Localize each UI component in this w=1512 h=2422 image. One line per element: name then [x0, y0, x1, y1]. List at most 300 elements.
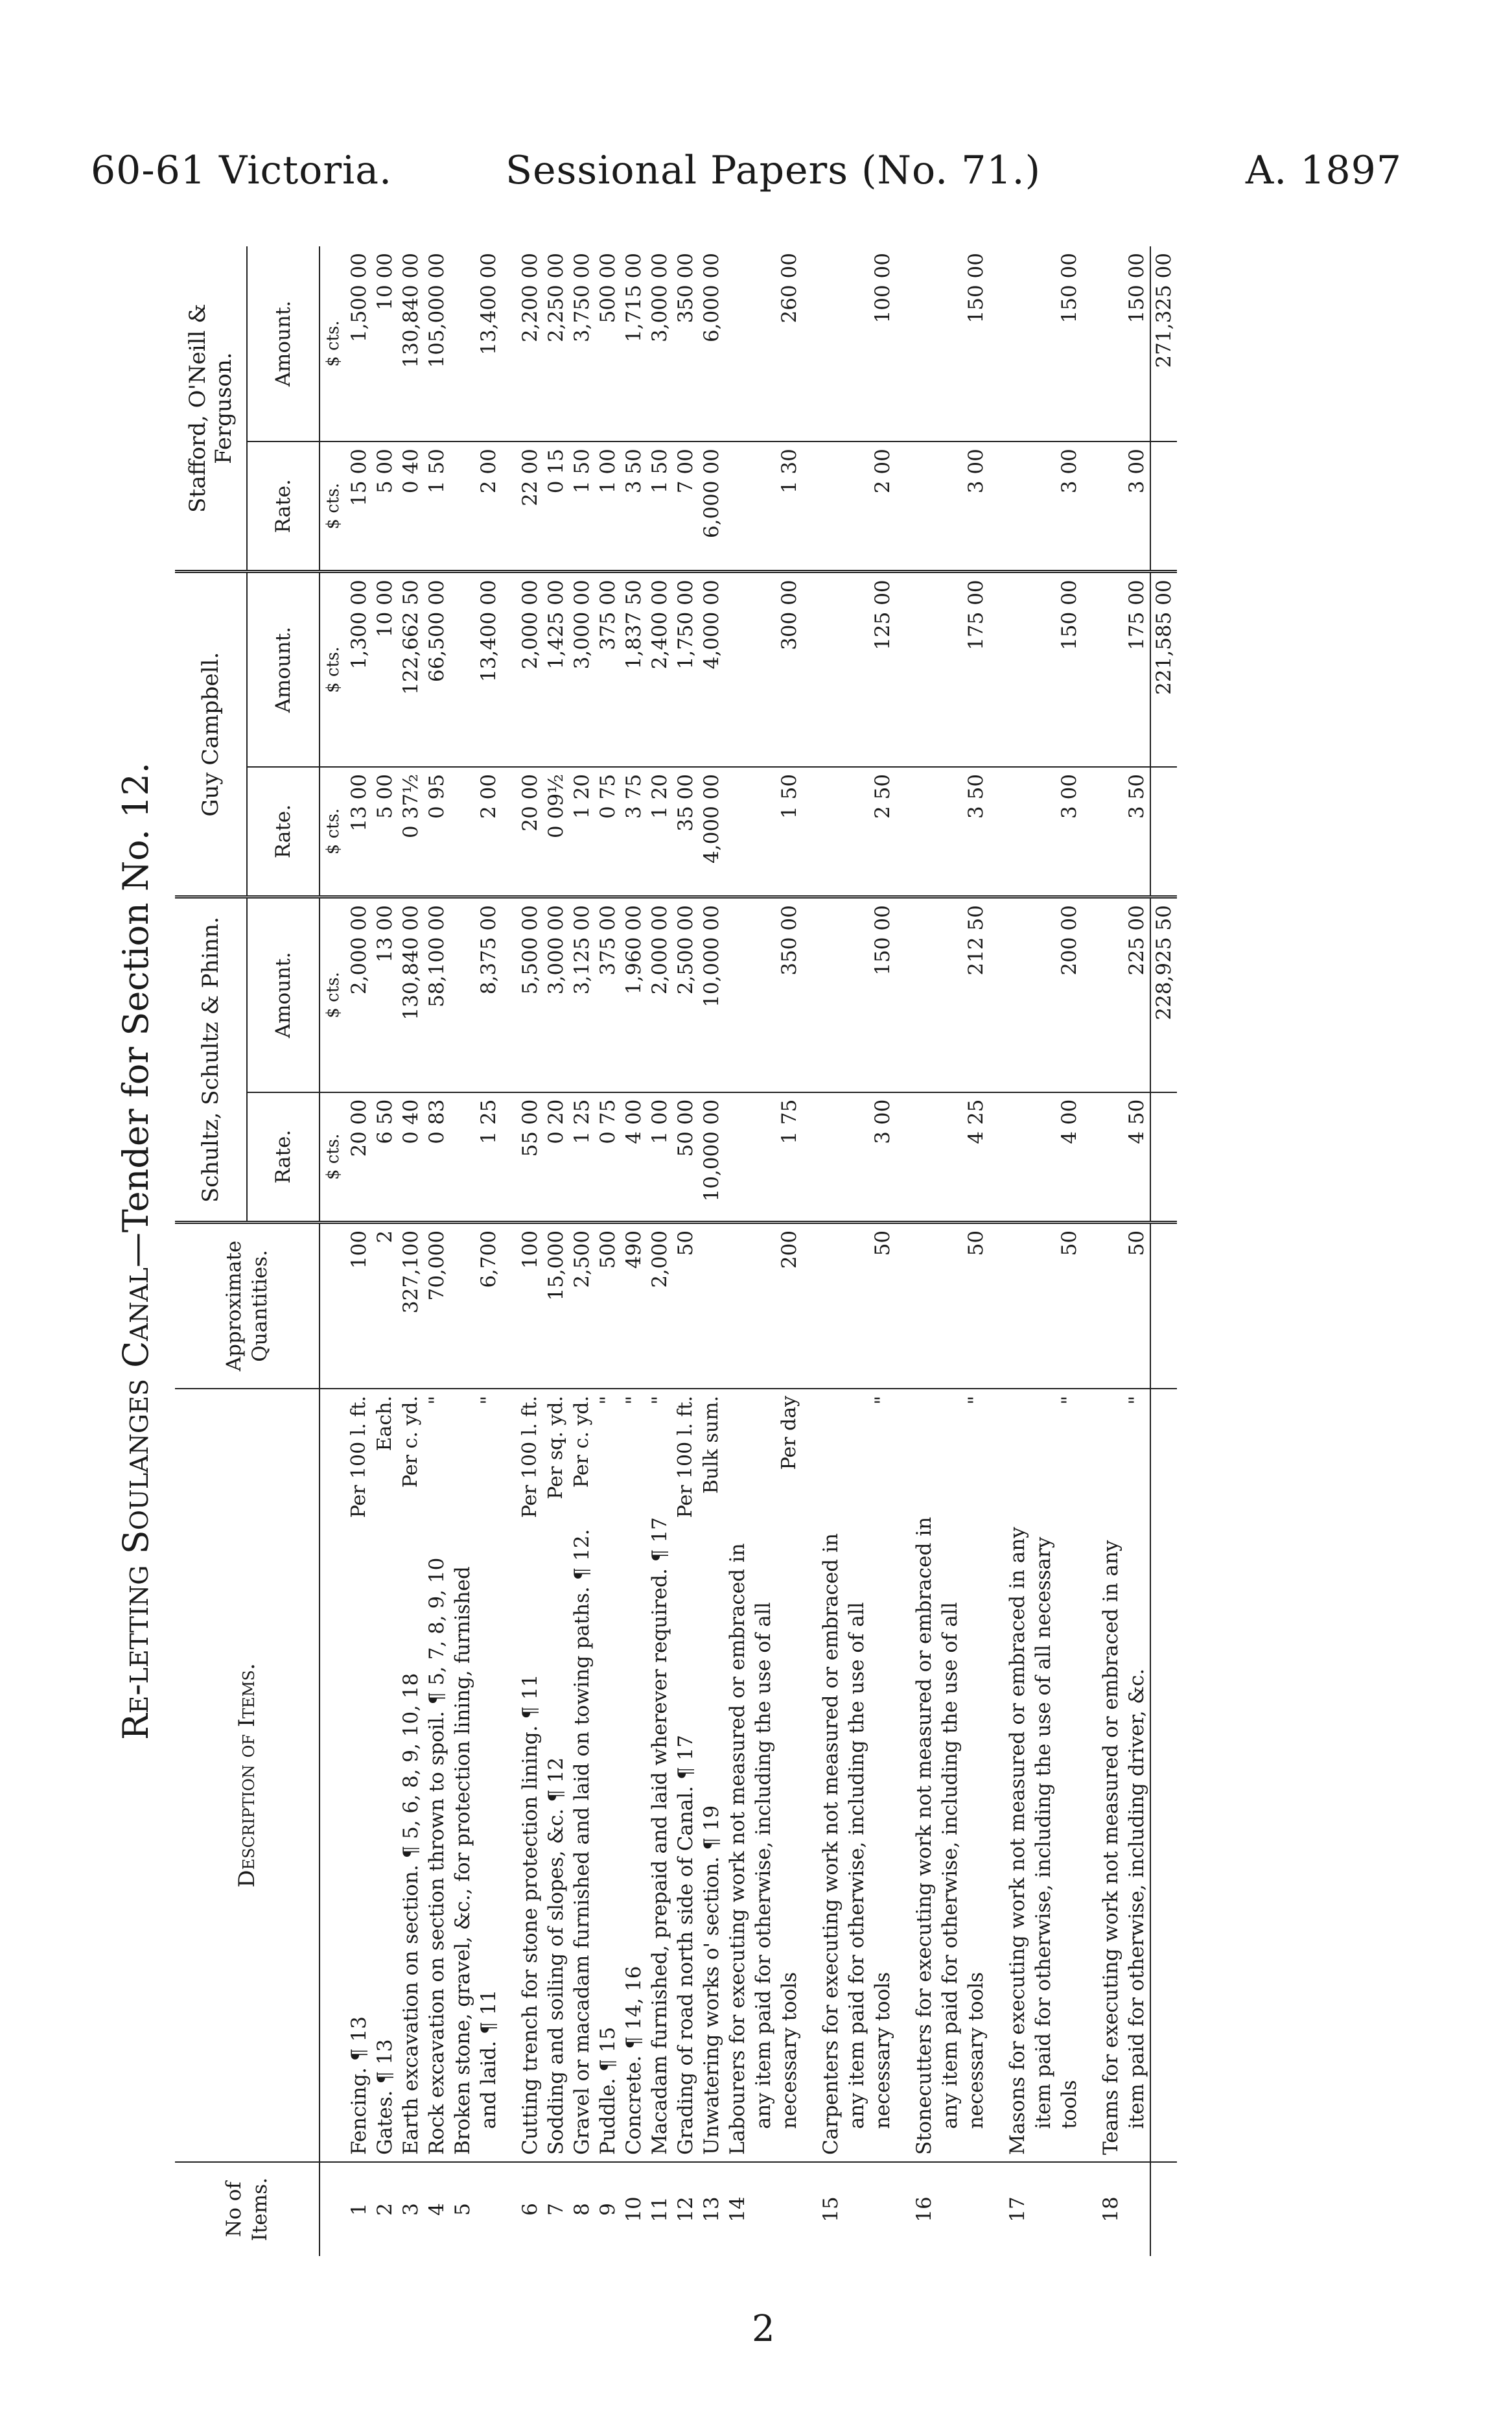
rate-value: 0 37½: [398, 767, 424, 897]
amount-value: 3,000 00: [543, 897, 569, 1092]
tender-total: 228,925 50: [1150, 897, 1177, 1092]
item-description: [818, 1389, 896, 2162]
table-header: [175, 246, 320, 2256]
blank-cell: [896, 1389, 911, 2162]
rate-value: 0 20: [543, 1092, 569, 1223]
description-lines: [621, 1966, 647, 2155]
amount-value: 1,500 00: [346, 246, 372, 441]
description-wrap: [673, 1396, 699, 2155]
description-wrap: [450, 1396, 502, 2155]
rate-value: 4 00: [1005, 1092, 1082, 1223]
totals-row: [1150, 246, 1177, 2256]
rate-value: 3 00: [818, 1092, 896, 1223]
blank-cell: [1082, 1092, 1098, 1223]
amount-value: 13 00: [372, 897, 398, 1092]
item-number: 14: [726, 2196, 749, 2222]
description-lines: [450, 1566, 502, 2155]
amount-value: 8,375 00: [450, 897, 502, 1092]
item-quantity: 500: [595, 1222, 621, 1388]
item-quantity: 2,000: [647, 1222, 673, 1388]
description-wrap: [818, 1396, 896, 2155]
item-unit: Per day: [778, 1395, 800, 1470]
rate-value: 3 50: [911, 767, 989, 897]
rate-value: 3 00: [911, 441, 989, 572]
blank-cell: [989, 1092, 1005, 1223]
description-lines: [398, 1673, 424, 2155]
blank-cell: [896, 572, 911, 767]
rate-value: 13 00: [346, 767, 372, 897]
description-wrap: [911, 1396, 989, 2155]
description-line: necessary tools: [964, 1971, 988, 2130]
table-row: [372, 246, 398, 2256]
rate-value: 2 50: [818, 767, 896, 897]
amount-value: 3,000 00: [569, 572, 595, 767]
blank-cell: [502, 2162, 517, 2256]
description-line: Teams for executing work not measured or embraced in any: [1099, 1540, 1122, 2156]
item-unit: ": [1125, 1395, 1148, 1405]
description-line: Puddle. ¶ 15: [596, 2027, 620, 2156]
title-prefix: Re-letting Soulanges Canal: [115, 1267, 156, 1741]
rate-value: 3 75: [621, 767, 647, 897]
rate-value: 6,000 00: [699, 441, 725, 572]
rotated-page-area: [97, 246, 1355, 2256]
amount-value: 150 00: [911, 246, 989, 441]
blank-cell: [502, 246, 517, 441]
description-lines: [725, 1543, 802, 2155]
amount-value: 130,840 00: [398, 246, 424, 441]
description-lines: [818, 1533, 896, 2155]
item-unit: Per c. yd.: [570, 1395, 593, 1488]
blank-cell: [802, 572, 818, 767]
blank-cell: [1082, 1389, 1098, 2162]
header-year: A. 1897: [1245, 148, 1402, 193]
blank-cell: [1150, 2162, 1177, 2256]
rate-value: 50 00: [673, 1092, 699, 1223]
item-number: 4: [425, 2203, 448, 2216]
item-quantity: 490: [621, 1222, 647, 1388]
blank-cell: [802, 246, 818, 441]
table-row: [647, 246, 673, 2256]
page-number: 2: [752, 2308, 775, 2350]
rate-value: 2 00: [450, 441, 502, 572]
blank-cell: [989, 1389, 1005, 2162]
blank-cell: [896, 441, 911, 572]
amount-value: 150 00: [1005, 572, 1082, 767]
rate-value: 4 50: [1098, 1092, 1150, 1223]
spacer-row: [896, 246, 911, 2256]
item-quantity: 100: [517, 1222, 543, 1388]
amount-value: 300 00: [725, 572, 802, 767]
rate-value: 0 83: [424, 1092, 450, 1223]
col-header-rate: Rate.: [247, 1092, 320, 1223]
description-lines: [517, 1674, 543, 2155]
blank-cell: [1082, 767, 1098, 897]
item-description: [543, 1389, 569, 2162]
description-lines: [424, 1558, 450, 2155]
col-header-quantities: Approximate Quantities.: [175, 1222, 320, 1388]
item-number: 6: [518, 2203, 542, 2216]
col-header-description: Description of Items.: [175, 1389, 320, 2162]
currency-label: $ cts.: [320, 897, 346, 1092]
table-row: [346, 246, 372, 2256]
rate-value: 4,000 00: [699, 767, 725, 897]
item-number: 18: [1099, 2196, 1122, 2222]
amount-value: 350 00: [725, 897, 802, 1092]
amount-value: 2,400 00: [647, 572, 673, 767]
item-number: 12: [674, 2196, 697, 2222]
blank-cell: [1150, 1389, 1177, 2162]
blank-cell: [502, 897, 517, 1092]
description-line: Sodding and soiling of slopes, &c. ¶ 12: [544, 1757, 568, 2156]
description-line: any item paid for otherwise, including the use of all: [938, 1602, 962, 2130]
item-number: 16: [913, 2196, 936, 2222]
description-lines: [647, 1517, 673, 2155]
header-session: 60-61 Victoria.: [91, 148, 393, 193]
amount-value: 225 00: [1098, 897, 1150, 1092]
item-number: 15: [819, 2196, 843, 2222]
rate-value: 55 00: [517, 1092, 543, 1223]
rate-value: 6 50: [372, 1092, 398, 1223]
blank-cell: [989, 441, 1005, 572]
amount-value: 13,400 00: [450, 572, 502, 767]
blank-cell: [320, 2162, 346, 2256]
item-unit: ": [1058, 1395, 1080, 1405]
amount-value: 3,000 00: [647, 246, 673, 441]
spacer-row: [802, 246, 818, 2256]
amount-value: 1,960 00: [621, 897, 647, 1092]
description-lines: [569, 1529, 595, 2156]
item-description: [647, 1389, 673, 2162]
item-quantity: 327,100: [398, 1222, 424, 1388]
rate-value: 3 50: [1098, 767, 1150, 897]
item-number: 13: [700, 2196, 723, 2222]
description-line: item paid for otherwise, including driver, &c.: [1125, 1668, 1148, 2130]
item-description: [673, 1389, 699, 2162]
item-description: [595, 1389, 621, 2162]
blank-cell: [989, 572, 1005, 767]
blank-cell: [896, 897, 911, 1092]
blank-cell: [896, 246, 911, 441]
item-description: [1005, 1389, 1082, 2162]
blank-cell: [989, 767, 1005, 897]
blank-cell: [802, 1092, 818, 1223]
description-lines: [1098, 1540, 1150, 2155]
amount-value: 175 00: [911, 572, 989, 767]
amount-value: 1,425 00: [543, 572, 569, 767]
description-line: item paid for otherwise, including the use of all necessary: [1032, 1536, 1055, 2130]
amount-value: 3,125 00: [569, 897, 595, 1092]
rate-value: 35 00: [673, 767, 699, 897]
description-line: Stonecutters for executing work not measured or embraced in: [913, 1516, 936, 2156]
description-wrap: [595, 1396, 621, 2155]
spacer-row: [502, 246, 517, 2256]
item-number: 1: [347, 2203, 371, 2216]
blank-cell: [989, 897, 1005, 1092]
amount-value: 2,250 00: [543, 246, 569, 441]
description-wrap: [1098, 1396, 1150, 2155]
table-row: [818, 246, 896, 2256]
amount-value: 10,000 00: [699, 897, 725, 1092]
table-body: [320, 246, 1177, 2256]
table-row: [450, 246, 502, 2256]
blank-cell: [989, 2162, 1005, 2256]
tender-table: [175, 246, 1177, 2256]
blank-cell: [989, 246, 1005, 441]
table-row: [398, 246, 424, 2256]
blank-cell: [1082, 246, 1098, 441]
item-number: 3: [399, 2203, 423, 2216]
rate-value: 10,000 00: [699, 1092, 725, 1223]
blank-cell: [1150, 1222, 1177, 1388]
blank-cell: [502, 767, 517, 897]
amount-value: 3,750 00: [569, 246, 595, 441]
item-description: [699, 1389, 725, 2162]
table-row: [725, 246, 802, 2256]
blank-cell: [1082, 1222, 1098, 1388]
blank-cell: [802, 1222, 818, 1388]
tender-table-container: [97, 246, 1355, 2256]
currency-label: $ cts.: [320, 767, 346, 897]
blank-cell: [502, 1222, 517, 1388]
item-quantity: 50: [1005, 1222, 1082, 1388]
amount-value: 13,400 00: [450, 246, 502, 441]
table-row: [543, 246, 569, 2256]
amount-value: 105,000 00: [424, 246, 450, 441]
description-line: Fencing. ¶ 13: [347, 2016, 371, 2156]
blank-cell: [802, 767, 818, 897]
currency-label: $ cts.: [320, 246, 346, 441]
item-description: [569, 1389, 595, 2162]
amount-value: 375 00: [595, 897, 621, 1092]
item-quantity: 70,000: [424, 1222, 450, 1388]
col-header-rate: Rate.: [247, 767, 320, 897]
rate-value: 1 20: [647, 767, 673, 897]
item-description: [725, 1389, 802, 2162]
blank-cell: [802, 1389, 818, 2162]
table-row: [569, 246, 595, 2256]
table-row: [424, 246, 450, 2256]
rate-value: 0 40: [398, 441, 424, 572]
item-description: [911, 1389, 989, 2162]
amount-value: 500 00: [595, 246, 621, 441]
blank-cell: [1082, 2162, 1098, 2256]
amount-value: 4,000 00: [699, 572, 725, 767]
description-line: Cutting trench for stone protection lining. ¶ 11: [518, 1674, 542, 2156]
item-unit: Per c. yd.: [399, 1395, 422, 1488]
blank-cell: [1150, 767, 1177, 897]
table-row: [1098, 246, 1150, 2256]
description-wrap: [398, 1396, 424, 2155]
description-lines: [699, 1805, 725, 2155]
description-line: Carpenters for executing work not measured or embraced in: [819, 1533, 843, 2156]
currency-label: $ cts.: [320, 1092, 346, 1223]
description-line: Masons for executing work not measured or embraced in any: [1006, 1527, 1029, 2156]
rate-value: 1 30: [725, 441, 802, 572]
amount-value: 58,100 00: [424, 897, 450, 1092]
item-unit: Per sq. yd.: [544, 1395, 567, 1499]
rate-value: 2 00: [818, 441, 896, 572]
tender-total: 221,585 00: [1150, 572, 1177, 767]
item-number: 8: [570, 2203, 594, 2216]
rate-value: 7 00: [673, 441, 699, 572]
item-description: [621, 1389, 647, 2162]
rate-value: 1 75: [725, 1092, 802, 1223]
description-line: any item paid for otherwise, including the use of all: [845, 1602, 868, 2130]
tenderer-name: Stafford, O'Neill & Ferguson.: [175, 246, 247, 572]
col-header-amount: Amount.: [247, 572, 320, 767]
rate-value: 0 15: [543, 441, 569, 572]
rate-value: 4 25: [911, 1092, 989, 1223]
table-row: [699, 246, 725, 2256]
blank-cell: [896, 1092, 911, 1223]
description-wrap: [372, 1396, 398, 2155]
rate-value: 1 50: [647, 441, 673, 572]
description-line: Grading of road north side of Canal. ¶ 17: [674, 1735, 697, 2156]
rate-value: 2 00: [450, 767, 502, 897]
blank-cell: [1082, 572, 1098, 767]
amount-value: 2,200 00: [517, 246, 543, 441]
amount-value: 130,840 00: [398, 897, 424, 1092]
table-row: [673, 246, 699, 2256]
description-wrap: [543, 1396, 569, 2155]
item-quantity: [699, 1222, 725, 1388]
blank-cell: [502, 1092, 517, 1223]
tender-total: 271,325 00: [1150, 246, 1177, 441]
item-number: 2: [373, 2203, 397, 2216]
currency-row: [320, 246, 346, 2256]
blank-cell: [502, 572, 517, 767]
rate-value: 3 00: [1005, 441, 1082, 572]
amount-value: 66,500 00: [424, 572, 450, 767]
rate-value: 3 50: [621, 441, 647, 572]
item-quantity: 6,700: [450, 1222, 502, 1388]
amount-value: 175 00: [1098, 572, 1150, 767]
amount-value: 200 00: [1005, 897, 1082, 1092]
description-line: any item paid for otherwise, including the use of all: [752, 1602, 775, 2130]
item-number: 11: [648, 2196, 671, 2222]
amount-value: 1,300 00: [346, 572, 372, 767]
item-number: 17: [1006, 2196, 1029, 2222]
blank-cell: [802, 897, 818, 1092]
description-lines: [346, 2016, 372, 2155]
blank-cell: [1082, 897, 1098, 1092]
item-description: [372, 1389, 398, 2162]
amount-value: 150 00: [1098, 246, 1150, 441]
amount-value: 212 50: [911, 897, 989, 1092]
description-line: Rock excavation on section thrown to spoil. ¶ 5, 7, 8, 9, 10: [425, 1557, 448, 2156]
rate-value: 20 00: [346, 1092, 372, 1223]
item-quantity: 50: [1098, 1222, 1150, 1388]
tenderer-name: Guy Campbell.: [175, 572, 247, 897]
item-unit: Each.: [373, 1395, 396, 1452]
blank-cell: [802, 441, 818, 572]
description-line: necessary tools: [778, 1971, 801, 2130]
rate-value: 0 09½: [543, 767, 569, 897]
rate-value: 0 75: [595, 1092, 621, 1223]
table-title: [97, 246, 175, 2256]
amount-value: 350 00: [673, 246, 699, 441]
blank-cell: [502, 441, 517, 572]
description-lines: [1005, 1527, 1082, 2155]
amount-value: 260 00: [725, 246, 802, 441]
amount-value: 1,750 00: [673, 572, 699, 767]
amount-value: 100 00: [818, 246, 896, 441]
description-wrap: [647, 1396, 673, 2155]
blank-cell: [320, 1389, 346, 2162]
spacer-row: [989, 246, 1005, 2256]
item-unit: ": [596, 1395, 619, 1405]
item-unit: Per 100 l. ft.: [347, 1395, 370, 1518]
description-line: Broken stone, gravel, &c., for protection lining, furnished: [451, 1566, 474, 2156]
header-sessional-papers: Sessional Papers (No. 71.): [506, 148, 1041, 193]
spacer-row: [1082, 246, 1098, 2256]
description-line: and laid. ¶ 11: [477, 1990, 500, 2130]
rate-value: 1 00: [595, 441, 621, 572]
item-quantity: 100: [346, 1222, 372, 1388]
item-unit: ": [425, 1395, 448, 1405]
rate-value: 1 00: [647, 1092, 673, 1223]
blank-cell: [896, 767, 911, 897]
rate-value: 1 25: [450, 1092, 502, 1223]
item-description: [424, 1389, 450, 2162]
blank-cell: [802, 2162, 818, 2256]
item-unit: ": [964, 1395, 987, 1405]
item-number: 10: [622, 2196, 646, 2222]
rate-value: 1 20: [569, 767, 595, 897]
description-wrap: [725, 1396, 802, 2155]
table-row: [517, 246, 543, 2256]
rate-value: 3 00: [1098, 441, 1150, 572]
blank-cell: [1082, 441, 1098, 572]
description-wrap: [517, 1396, 543, 2155]
item-description: [450, 1389, 502, 2162]
item-quantity: 2: [372, 1222, 398, 1388]
item-quantity: 50: [818, 1222, 896, 1388]
table-row: [1005, 246, 1082, 2256]
description-line: Concrete. ¶ 14, 16: [622, 1966, 646, 2156]
description-wrap: [346, 1396, 372, 2155]
description-line: Gates. ¶ 13: [373, 2039, 397, 2156]
item-quantity: 15,000: [543, 1222, 569, 1388]
description-lines: [911, 1517, 989, 2155]
description-lines: [372, 2039, 398, 2155]
rate-value: 0 95: [424, 767, 450, 897]
item-unit: ": [622, 1395, 645, 1405]
description-wrap: [621, 1396, 647, 2155]
rate-value: 22 00: [517, 441, 543, 572]
item-quantity: 50: [911, 1222, 989, 1388]
blank-cell: [1150, 441, 1177, 572]
description-wrap: [569, 1396, 595, 2155]
rate-value: 1 50: [725, 767, 802, 897]
tenderer-name: Schultz, Schultz & Phinn.: [175, 897, 247, 1223]
amount-value: 125 00: [818, 572, 896, 767]
item-unit: ": [648, 1395, 671, 1405]
amount-value: 2,000 00: [517, 572, 543, 767]
rate-value: 1 50: [569, 441, 595, 572]
description-line: Unwatering works o' section. ¶ 19: [700, 1805, 723, 2156]
amount-value: 2,000 00: [647, 897, 673, 1092]
description-lines: [595, 2027, 621, 2156]
rate-value: 20 00: [517, 767, 543, 897]
item-quantity: 50: [673, 1222, 699, 1388]
description-line: necessary tools: [871, 1971, 894, 2130]
item-description: [1098, 1389, 1150, 2162]
item-quantity: 200: [725, 1222, 802, 1388]
description-line: Labourers for executing work not measured or embraced in: [726, 1543, 749, 2156]
item-unit: Per 100 l. ft.: [518, 1395, 541, 1518]
amount-value: 150 00: [1005, 246, 1082, 441]
